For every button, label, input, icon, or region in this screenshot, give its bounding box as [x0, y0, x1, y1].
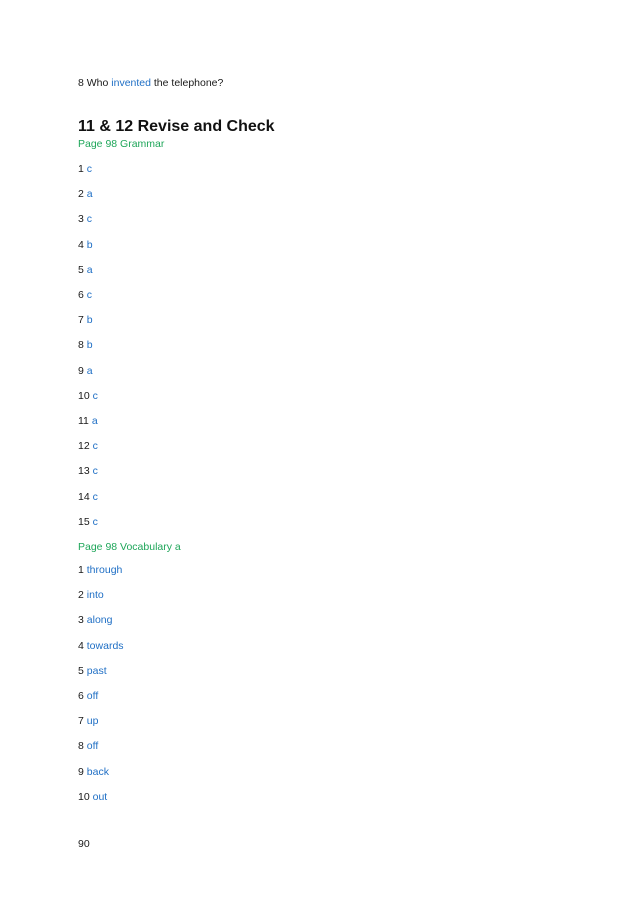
- vocabulary-item-number: 8: [78, 740, 84, 753]
- vocabulary-item: [78, 765, 109, 779]
- grammar-item-number: 13: [78, 465, 90, 478]
- vocabulary-item-answer: along: [86, 614, 113, 627]
- vocabulary-item: [78, 588, 104, 602]
- grammar-item-number: 14: [78, 490, 90, 503]
- question-suffix: the telephone?: [150, 77, 224, 89]
- grammar-item: [78, 187, 93, 201]
- grammar-item-answer: c: [92, 465, 98, 478]
- grammar-item: [78, 464, 98, 478]
- grammar-item-number: 4: [78, 238, 84, 251]
- grammar-item: [78, 338, 93, 352]
- vocabulary-title: Page 98 Vocabulary a: [78, 541, 181, 553]
- page-number: 90: [78, 838, 90, 850]
- grammar-item: [78, 263, 93, 277]
- grammar-item-number: 6: [78, 289, 84, 301]
- grammar-item-answer: c: [92, 490, 98, 503]
- grammar-item-number: 1: [78, 163, 84, 175]
- grammar-item-answer: a: [86, 364, 93, 377]
- question-prefix: 8 Who: [78, 77, 112, 89]
- vocabulary-item-number: 7: [78, 715, 84, 728]
- grammar-item-number: 5: [78, 263, 84, 276]
- grammar-item: [78, 389, 98, 403]
- grammar-item-number: 3: [78, 213, 84, 226]
- question-highlight: invented: [111, 77, 151, 89]
- grammar-title: Page 98 Grammar: [78, 138, 165, 150]
- vocabulary-item: [78, 639, 124, 653]
- grammar-item-number: 10: [78, 389, 90, 402]
- vocabulary-item-answer: through: [86, 564, 123, 576]
- vocabulary-item-number: 6: [78, 690, 84, 702]
- vocabulary-item: [78, 613, 112, 627]
- grammar-item: [78, 288, 92, 302]
- grammar-item-answer: c: [86, 213, 93, 226]
- vocabulary-item: [78, 563, 122, 577]
- vocabulary-item-number: 4: [78, 639, 84, 652]
- vocabulary-item: [78, 739, 98, 753]
- vocabulary-item-answer: out: [92, 790, 108, 803]
- grammar-item-number: 11: [78, 415, 89, 427]
- grammar-item: [78, 414, 98, 428]
- grammar-item: [78, 238, 93, 252]
- grammar-item: [78, 439, 98, 453]
- grammar-item-answer: b: [86, 238, 93, 251]
- grammar-item-answer: c: [86, 163, 93, 175]
- grammar-item: [78, 364, 93, 378]
- vocabulary-item: [78, 714, 98, 728]
- vocabulary-item-answer: back: [86, 765, 109, 778]
- grammar-item-answer: c: [92, 515, 98, 528]
- grammar-item-answer: b: [86, 314, 93, 327]
- grammar-item-number: 12: [78, 440, 90, 453]
- vocabulary-item-answer: into: [86, 589, 104, 602]
- grammar-item-answer: c: [92, 440, 98, 453]
- grammar-item-answer: b: [86, 339, 93, 352]
- vocabulary-item-answer: off: [86, 740, 99, 753]
- vocabulary-item-number: 3: [78, 614, 84, 627]
- grammar-item: [78, 490, 98, 504]
- grammar-item: [78, 313, 93, 327]
- grammar-item-answer: c: [92, 389, 98, 402]
- vocabulary-item-number: 10: [78, 790, 90, 803]
- vocabulary-item-answer: past: [86, 664, 107, 677]
- section-heading: 11 & 12 Revise and Check: [78, 118, 275, 135]
- vocabulary-item: [78, 689, 98, 703]
- vocabulary-item-number: 5: [78, 664, 84, 677]
- grammar-item-number: 2: [78, 188, 84, 201]
- grammar-item-number: 15: [78, 515, 90, 528]
- grammar-item-answer: a: [86, 263, 93, 276]
- vocabulary-item-number: 9: [78, 765, 84, 778]
- grammar-item-number: 9: [78, 364, 84, 377]
- vocabulary-item-answer: up: [86, 715, 99, 728]
- vocabulary-item-number: 1: [78, 564, 84, 576]
- grammar-item-number: 8: [78, 339, 84, 352]
- grammar-item-answer: c: [86, 289, 93, 301]
- grammar-item: [78, 515, 98, 529]
- vocabulary-item-number: 2: [78, 589, 84, 602]
- vocabulary-item-answer: off: [86, 690, 99, 702]
- grammar-item: [78, 162, 92, 176]
- vocabulary-item-answer: towards: [86, 639, 124, 652]
- grammar-item-number: 7: [78, 314, 84, 327]
- vocabulary-item: [78, 664, 107, 678]
- question-line: [78, 76, 223, 90]
- grammar-item: [78, 212, 92, 226]
- grammar-item-answer: a: [86, 188, 93, 201]
- vocabulary-item: [78, 790, 107, 804]
- grammar-item-answer: a: [91, 415, 98, 427]
